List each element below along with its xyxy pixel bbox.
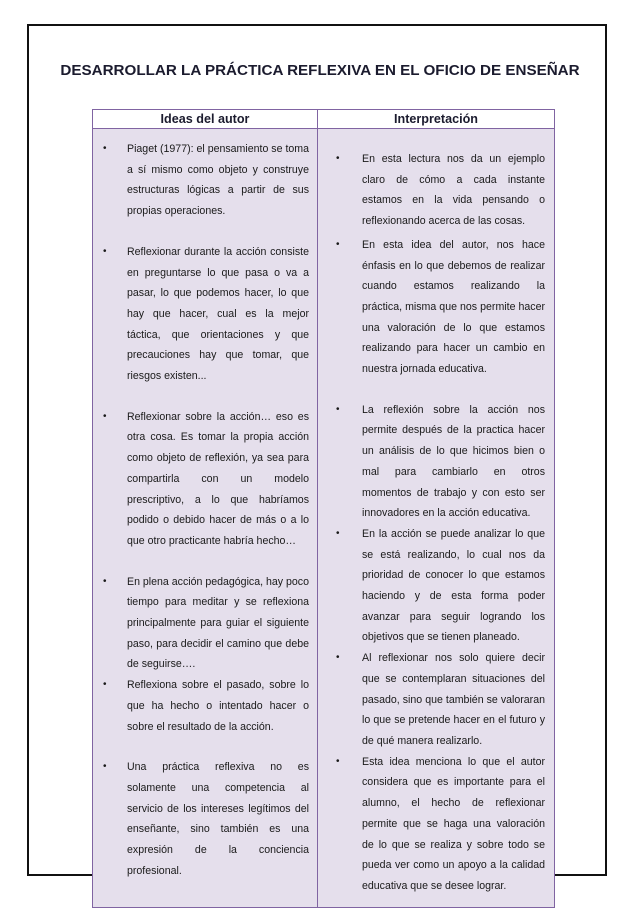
header-author-ideas: Ideas del autor — [93, 110, 318, 129]
list-item: • En esta idea del autor, nos hace énfasis en lo que debemos de realizar cuando estamos realizando la práctica, misma que nos permite hacer una valoración de lo que estamos realizando para hacer un cambio en nuestra jornada educativa. — [362, 235, 545, 380]
bullet-icon: • — [336, 403, 340, 415]
bullet-icon: • — [103, 143, 107, 154]
document-title: DESARROLLAR LA PRÁCTICA REFLEXIVA EN EL OFICIO DE ENSEÑAR — [60, 62, 580, 79]
list-item: • Reflexionar sobre la acción… eso es otra cosa. Es tomar la propia acción como objeto de reflexión, ya sea para compartirla con un modelo prescriptivo, a lo que habríamos podido o debido hacer de más o a lo que otro practicante habría hecho… — [127, 407, 309, 552]
bullet-icon: • — [103, 761, 107, 773]
list-item: • Piaget (1977): el pensamiento se toma a sí mismo como objeto y construye estructuras lógicas a partir de sus propias operaciones. — [127, 139, 309, 222]
header-interpretation: Interpretación — [318, 110, 555, 129]
table-body-row — [93, 129, 555, 908]
bullet-icon: • — [336, 238, 340, 250]
list-item: • Reflexionar durante la acción consiste en preguntarse lo que pasa o va a pasar, lo que podemos hacer, lo que hay que hacer, cual es la mejor táctica, que orientaciones y que precauciones hay que tomar, que riesgos existen... — [127, 242, 309, 387]
list-item: • La reflexión sobre la acción nos permite después de la practica hacer un análisis de lo que hicimos bien o mal para cambiarlo en otros momentos de trabajo y con esto ser innovadores en la acción educativa. — [362, 400, 545, 524]
author-ideas-list — [93, 129, 317, 892]
bullet-icon: • — [336, 153, 340, 164]
list-item: • Al reflexionar nos solo quiere decir que se contemplaran situaciones del pasado, sino que también se valoraran lo que se pretende hacer en el futuro y de qué manera realizarlo. — [362, 648, 545, 752]
bullet-icon: • — [103, 679, 107, 691]
bullet-icon: • — [103, 575, 107, 587]
interpretation-cell — [318, 129, 555, 908]
list-item: • En plena acción pedagógica, hay poco tiempo para meditar y se reflexiona principalmente para guiar el siguiente paso, para decidir el camino que debe de seguirse…. — [127, 572, 309, 676]
bullet-icon: • — [336, 755, 340, 767]
bullet-icon: • — [103, 410, 107, 422]
interpretation-list — [318, 129, 554, 907]
list-item: • En esta lectura nos da un ejemplo claro de cómo a cada instante estamos en la vida pensando o reflexionando acerca de las cosas. — [362, 149, 545, 232]
list-item: • En la acción se puede analizar lo que se está realizando, lo cual nos da prioridad de conocer lo que estamos haciendo y de esta forma poder avanzar para seguir logrando los objetivos que se tienen planeado. — [362, 524, 545, 648]
list-item: • Esta idea menciona lo que el autor considera que es importante para el alumno, el hecho de reflexionar permite que se haga una valoración de lo que se realiza y sobre todo se pueda ver como un apoyo a la calidad educativa que se desee lograr. — [362, 752, 545, 897]
ideas-table — [92, 109, 555, 908]
list-item: • Reflexiona sobre el pasado, sobre lo que ha hecho o intentado hacer o sobre el resultado de la acción. — [127, 675, 309, 737]
bullet-icon: • — [103, 245, 107, 257]
bullet-icon: • — [336, 527, 340, 539]
table-header-row — [93, 110, 555, 129]
list-item: • Una práctica reflexiva no es solamente una competencia al servicio de los intereses legítimos del enseñante, sino también es una expresión de la conciencia profesional. — [127, 757, 309, 881]
bullet-icon: • — [336, 652, 340, 664]
author-ideas-cell — [93, 129, 318, 908]
